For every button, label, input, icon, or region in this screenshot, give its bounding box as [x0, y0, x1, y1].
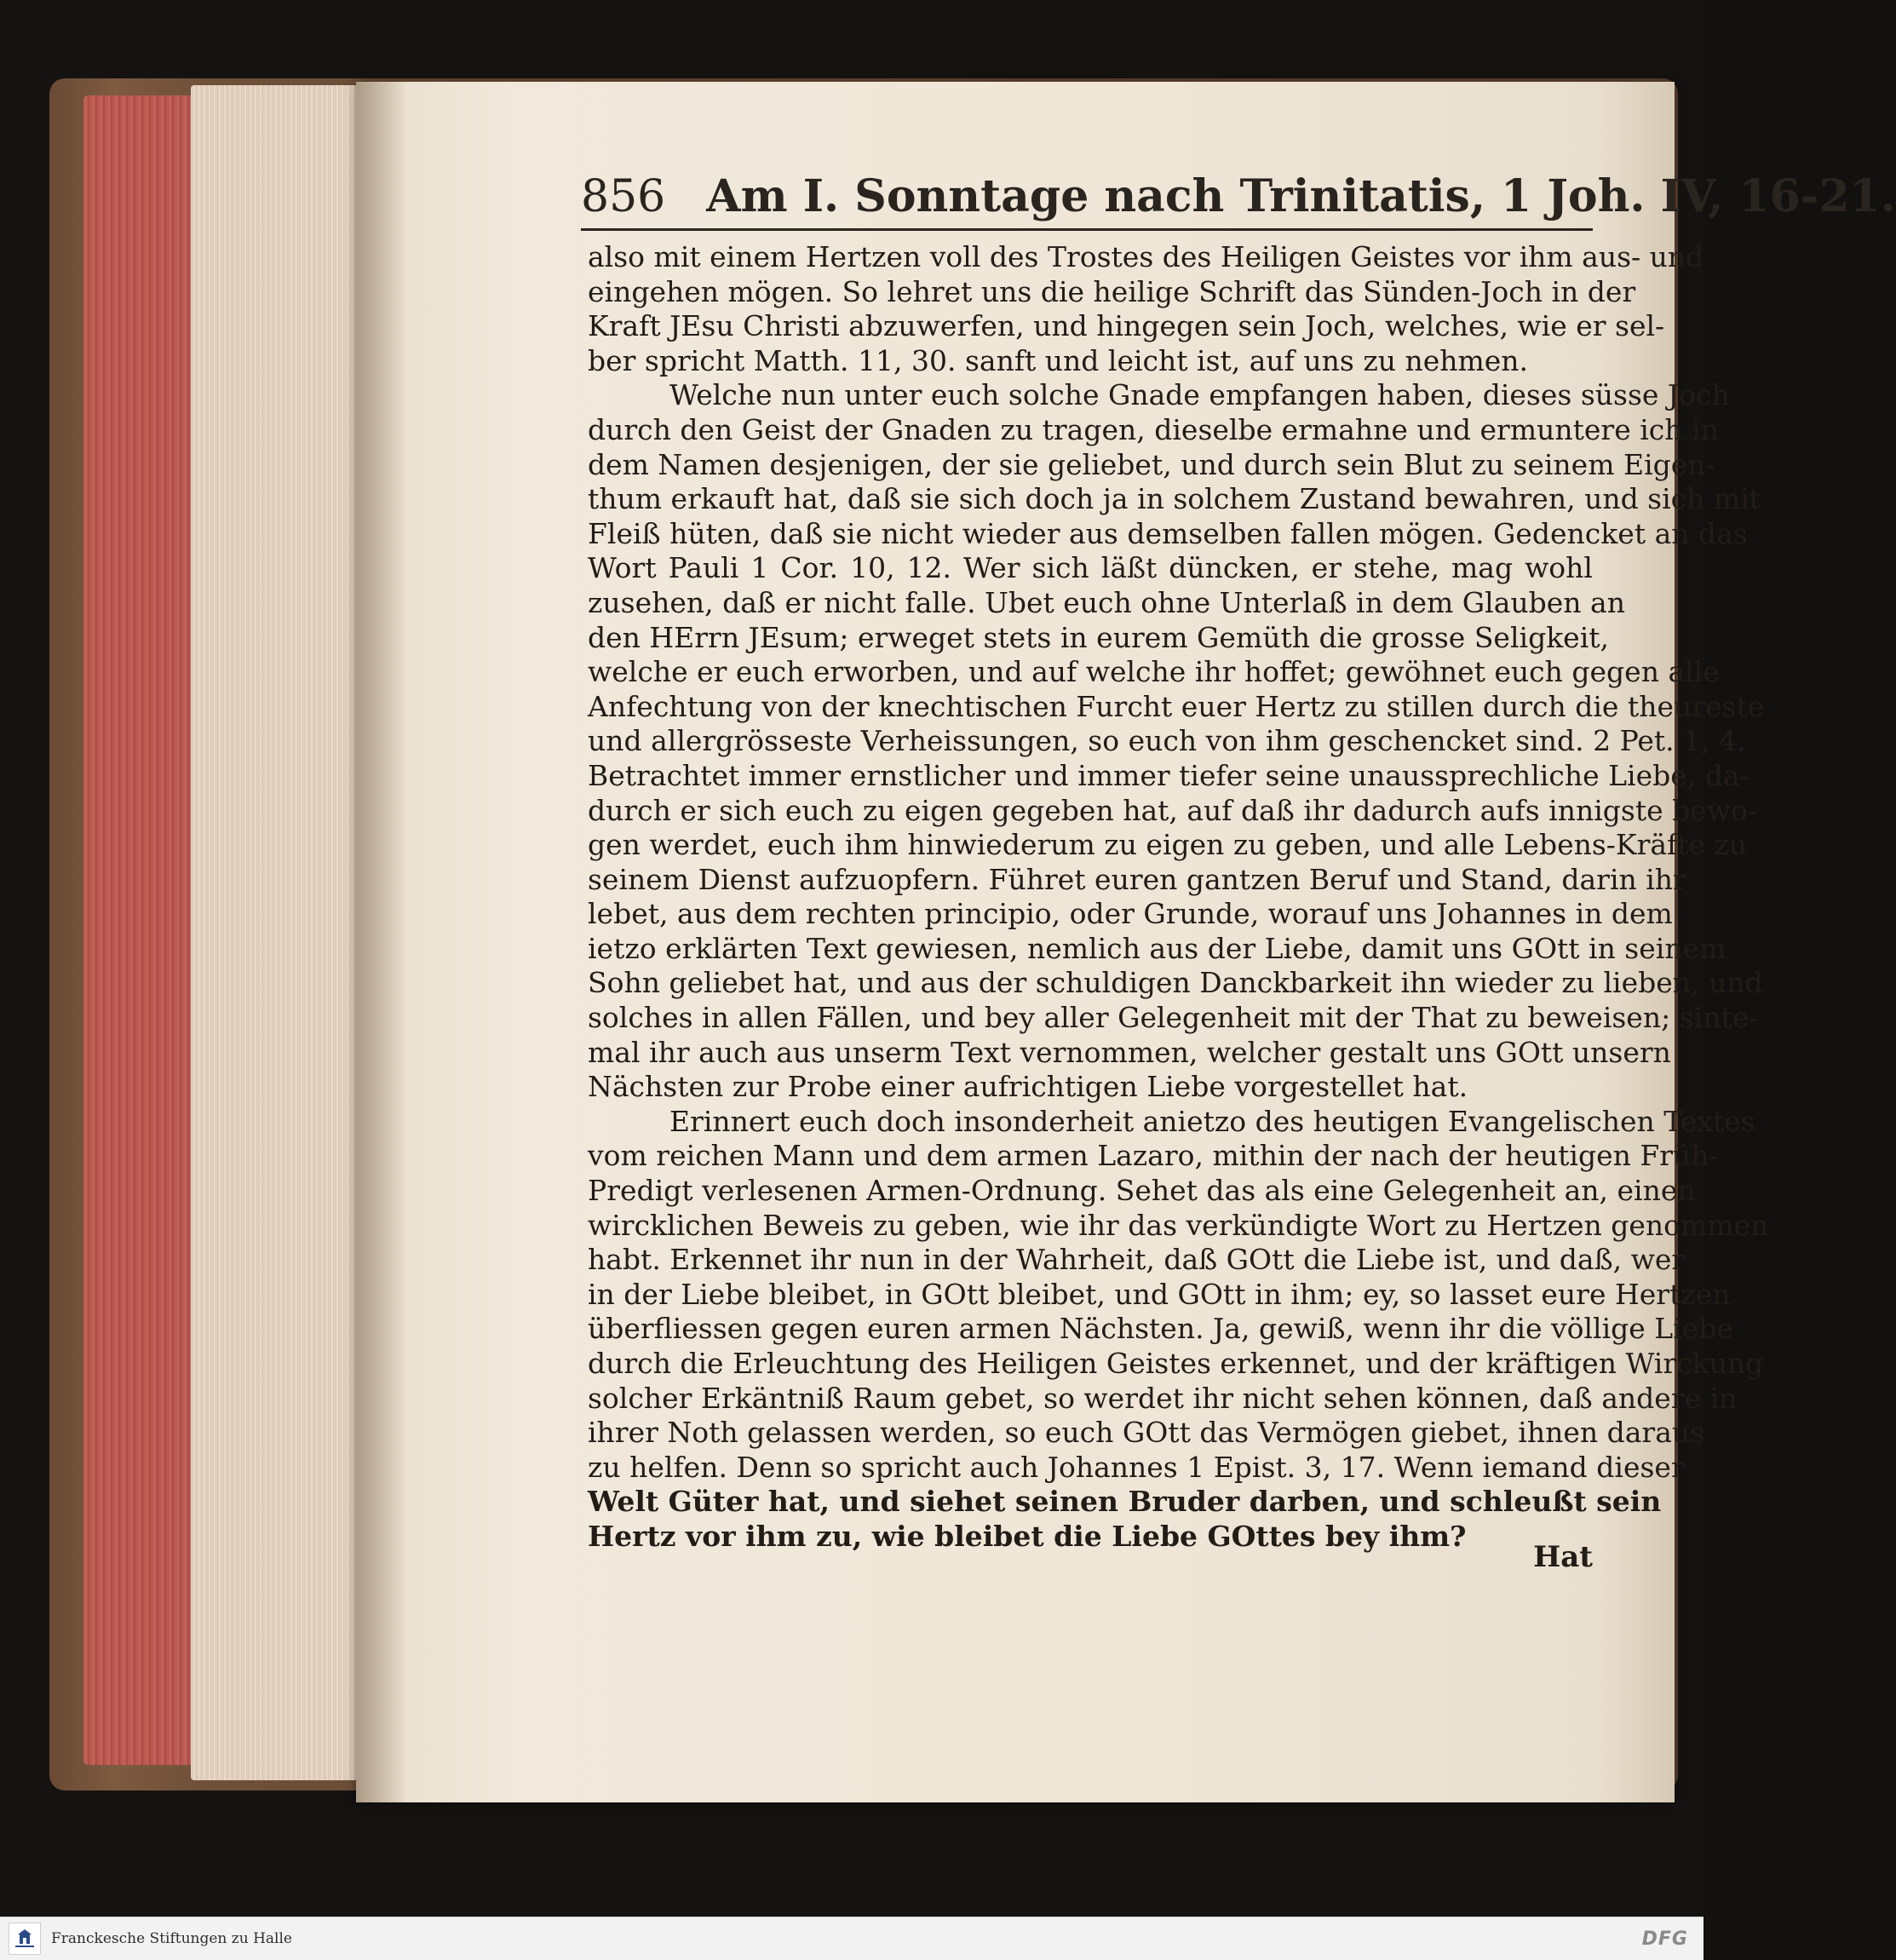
text-line: überfliessen gegen euren armen Nächsten. Ja, gewiß, wenn ihr die völlige Liebe — [588, 1312, 1733, 1346]
text-line: in der Liebe bleibet, in GOtt bleibet, und GOtt in ihm; ey, so lasset eure Hertzen — [588, 1277, 1731, 1311]
text-line: dem Namen desjenigen, der sie geliebet, und durch sein Blut zu seinem Eigen- — [588, 447, 1715, 481]
page-leaves — [191, 85, 358, 1780]
running-head-title: Am I. Sonntage nach Trinitatis, 1 Joh. IV, 16-21. — [706, 170, 1896, 222]
text-line: Fleiß hüten, daß sie nicht wieder aus demselben fallen mögen. Gedencket an das — [588, 516, 1748, 550]
running-head — [581, 170, 1896, 230]
text-line: Welt Güter hat, und siehet seinen Bruder darben, und schleußt sein — [588, 1485, 1662, 1519]
text-line: vom reichen Mann und dem armen Lazaro, mithin der nach der heutigen Früh- — [588, 1139, 1719, 1173]
text-line: zu helfen. Denn so spricht auch Johannes 1 Epist. 3, 17. Wenn iemand dieser — [588, 1450, 1685, 1484]
text-line: Betrachtet immer ernstlicher und immer tiefer seine unaussprechliche Liebe, da- — [588, 758, 1749, 792]
building-icon — [12, 1926, 37, 1951]
text-line: durch den Geist der Gnaden zu tragen, dieselbe ermahne und ermuntere ich in — [588, 412, 1719, 446]
text-line: solcher Erkäntniß Raum gebet, so werdet ihr nicht sehen können, daß andere in — [588, 1381, 1738, 1415]
body-text — [588, 240, 1769, 1555]
text-line: lebet, aus dem rechten principio, oder Grunde, worauf uns Johannes in dem — [588, 897, 1673, 931]
text-line: mal ihr auch aus unserm Text vernommen, welcher gestalt uns GOtt unsern — [588, 1035, 1671, 1069]
gutter-shadow — [356, 82, 407, 1802]
text-line: Erinnert euch doch insonderheit anietzo des heutigen Evangelischen Textes — [669, 1104, 1755, 1138]
text-line: eingehen mögen. So lehret uns die heilige Schrift das Sünden-Joch in der — [588, 274, 1636, 308]
text-line: ber spricht Matth. 11, 30. sanft und leicht ist, auf uns zu nehmen. — [588, 343, 1529, 377]
text-line: zusehen, daß er nicht falle. Ubet euch ohne Unterlaß in dem Glauben an — [588, 585, 1625, 619]
text-line: habt. Erkennet ihr nun in der Wahrheit, daß GOtt die Liebe ist, und daß, wer — [588, 1243, 1686, 1277]
institution-logo-icon[interactable] — [9, 1923, 41, 1955]
text-line: Welche nun unter euch solche Gnade empfangen haben, dieses süsse Joch — [669, 378, 1730, 412]
running-head-rule — [581, 228, 1593, 231]
text-line: welche er euch erworben, und auf welche ihr hoffet; gewöhnet euch gegen alle — [588, 655, 1720, 689]
red-page-edge — [83, 95, 194, 1765]
text-line: und allergrösseste Verheissungen, so euch von ihm geschencket sind. 2 Pet. 1, 4. — [588, 724, 1746, 758]
text-line: Sohn geliebet hat, und aus der schuldigen Danckbarkeit ihn wieder zu lieben, und — [588, 966, 1763, 1000]
text-line: also mit einem Hertzen voll des Trostes des Heiligen Geistes vor ihm aus- und — [588, 240, 1704, 273]
viewer-footer — [0, 1917, 1704, 1960]
text-line: Wort Pauli 1 Cor. 10, 12. Wer sich läßt düncken, er stehe, mag wohl — [588, 551, 1593, 585]
catchword: Hat — [1533, 1540, 1593, 1574]
text-line: ihrer Noth gelassen werden, so euch GOtt das Vermögen giebet, ihnen daraus — [588, 1416, 1705, 1450]
text-line: solches in allen Fällen, und bey aller Gelegenheit mit der That zu beweisen; sinte- — [588, 1001, 1759, 1035]
text-line: durch die Erleuchtung des Heiligen Geistes erkennet, und der kräftigen Wirckung — [588, 1347, 1764, 1380]
text-line: Anfechtung von der knechtischen Furcht euer Hertz zu stillen durch die theureste — [588, 689, 1765, 723]
text-line: Kraft JEsu Christi abzuwerfen, und hingegen sein Joch, welches, wie er sel- — [588, 309, 1665, 343]
text-line: durch er sich euch zu eigen gegeben hat, auf daß ihr dadurch aufs innigste bewo- — [588, 793, 1758, 827]
text-line: thum erkauft hat, daß sie sich doch ja in solchem Zustand bewahren, und sich mit — [588, 482, 1761, 516]
text-line: wircklichen Beweis zu geben, wie ihr das verkündigte Wort zu Hertzen genommen — [588, 1208, 1769, 1242]
text-line: Hertz vor ihm zu, wie bleibet die Liebe GOttes bey ihm? — [588, 1519, 1467, 1553]
text-line: Predigt verlesenen Armen-Ordnung. Sehet das als eine Gelegenheit an, einen — [588, 1174, 1696, 1208]
text-line: seinem Dienst aufzuopfern. Führet euren gantzen Beruf und Stand, darin ihr — [588, 862, 1686, 896]
text-line: ietzo erklärten Text gewiesen, nemlich aus der Liebe, damit uns GOtt in seinem — [588, 931, 1727, 965]
text-line: gen werdet, euch ihm hinwiederum zu eigen zu geben, und alle Lebens-Kräfte zu — [588, 828, 1748, 862]
dfg-logo[interactable]: DFG — [1641, 1928, 1688, 1950]
text-line: Nächsten zur Probe einer aufrichtigen Liebe vorgestellet hat. — [588, 1070, 1468, 1104]
page-number: 856 — [581, 171, 666, 222]
text-line: den HErrn JEsum; erweget stets in eurem Gemüth die grosse Seligkeit, — [588, 620, 1610, 654]
institution-name[interactable]: Franckesche Stiftungen zu Halle — [51, 1930, 292, 1947]
